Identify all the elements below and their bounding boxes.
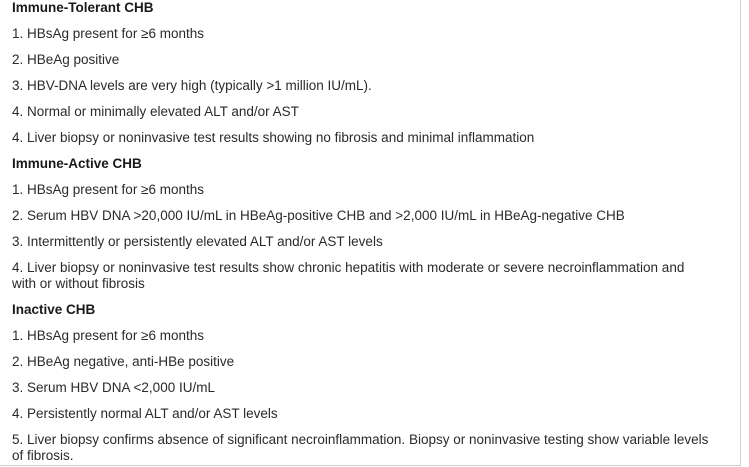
list-item: 5. Liver biopsy confirms absence of significant necroinflammation. Biopsy or noninvasive testing show variable levels of fibrosis.	[12, 432, 709, 463]
list-item: 2. HBeAg negative, anti-HBe positive	[12, 354, 235, 369]
list-item: 1. HBsAg present for ≥6 months	[12, 182, 204, 197]
list-item: 4. Normal or minimally elevated ALT and/or AST	[12, 104, 299, 119]
list-item: 2. HBeAg positive	[12, 52, 120, 67]
list-item: 2. Serum HBV DNA >20,000 IU/mL in HBeAg-positive CHB and >2,000 IU/mL in HBeAg-negative CHB	[12, 208, 625, 223]
list-item: 3. HBV-DNA levels are very high (typically >1 million IU/mL).	[12, 78, 372, 93]
section-title-immune-active: Immune-Active CHB	[12, 156, 142, 171]
list-item: 3. Serum HBV DNA <2,000 IU/mL	[12, 380, 215, 395]
list-item: 1. HBsAg present for ≥6 months	[12, 328, 204, 343]
list-item: 4. Liver biopsy or noninvasive test results show chronic hepatitis with moderate or severe necroinflammation and with or without fibrosis	[12, 260, 685, 291]
list-item: 4. Persistently normal ALT and/or AST levels	[12, 406, 278, 421]
section-title-immune-tolerant: Immune-Tolerant CHB	[12, 0, 154, 15]
list-item: 3. Intermittently or persistently elevated ALT and/or AST levels	[12, 234, 383, 249]
list-item: 4. Liver biopsy or noninvasive test results showing no fibrosis and minimal inflammation	[12, 130, 535, 145]
section-title-inactive: Inactive CHB	[12, 302, 96, 317]
list-item: 1. HBsAg present for ≥6 months	[12, 26, 204, 41]
